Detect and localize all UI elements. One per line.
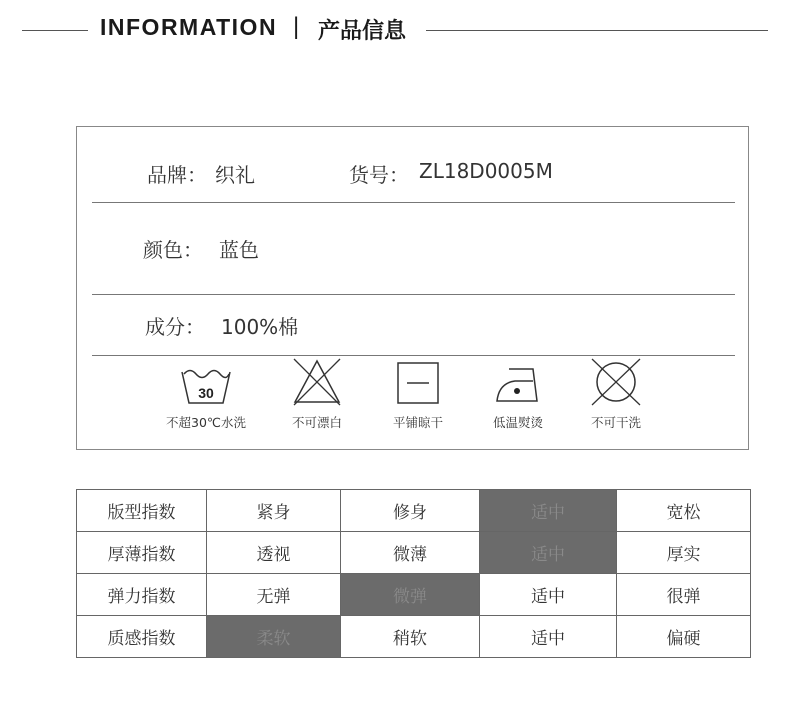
brand-label: 品牌： [147,163,207,187]
wash-temp: 30 [198,385,214,401]
attribute-row [77,532,751,574]
care-label: 不可干洗 [590,415,641,430]
no-bleach-icon [290,357,344,407]
header-divider-right [426,30,768,31]
attribute-option-selected: 微弹 [341,574,480,616]
care-dry-flat [363,363,473,431]
attribute-index-table [76,489,751,658]
iron-low-icon [493,363,543,407]
attribute-row [77,574,751,616]
no-dry-clean-icon [589,357,643,407]
info-divider [92,294,735,295]
attribute-label: 质感指数 [77,616,207,658]
care-label: 不可漂白 [291,415,342,430]
attribute-option: 无弹 [207,574,341,616]
composition-value: 100%棉 [221,315,299,339]
attribute-option: 很弹 [617,574,751,616]
attribute-option: 适中 [480,616,617,658]
attribute-option: 宽松 [617,490,751,532]
sku-value: ZL18D0005M [419,159,553,183]
attribute-label: 弹力指数 [77,574,207,616]
attribute-option: 紧身 [207,490,341,532]
brand-value: 织礼 [215,163,255,187]
attribute-option-selected: 适中 [480,532,617,574]
header-title-en: INFORMATION [100,14,278,40]
product-info-box [76,126,749,450]
attribute-option: 适中 [480,574,617,616]
care-iron-low [463,363,573,431]
attribute-option: 稍软 [341,616,480,658]
info-divider [92,202,735,203]
header-divider-left [22,30,88,31]
care-label: 平铺晾干 [392,415,443,430]
sku-label: 货号： [349,163,409,187]
care-label: 低温熨烫 [492,415,543,430]
attribute-option: 透视 [207,532,341,574]
info-divider [92,355,735,356]
attribute-row [77,616,751,658]
attribute-label: 厚薄指数 [77,532,207,574]
wash-30-icon [179,363,233,407]
care-no-dry-clean [561,363,671,431]
attribute-option: 厚实 [617,532,751,574]
composition-label: 成分： [145,315,205,339]
attribute-option: 修身 [341,490,480,532]
attribute-label: 版型指数 [77,490,207,532]
care-label: 不超30℃水洗 [166,415,246,430]
dry-flat-icon [396,361,440,405]
section-header [0,0,790,62]
care-no-bleach [262,363,372,431]
attribute-option-selected: 适中 [480,490,617,532]
header-separator: | [293,13,300,40]
attribute-option: 偏硬 [617,616,751,658]
color-label: 颜色： [143,238,203,262]
attribute-row [77,490,751,532]
attribute-option-selected: 柔软 [207,616,341,658]
care-wash-30 [151,363,261,431]
header-title-cn: 产品信息 [318,19,407,44]
color-value: 蓝色 [219,238,259,262]
attribute-option: 微薄 [341,532,480,574]
